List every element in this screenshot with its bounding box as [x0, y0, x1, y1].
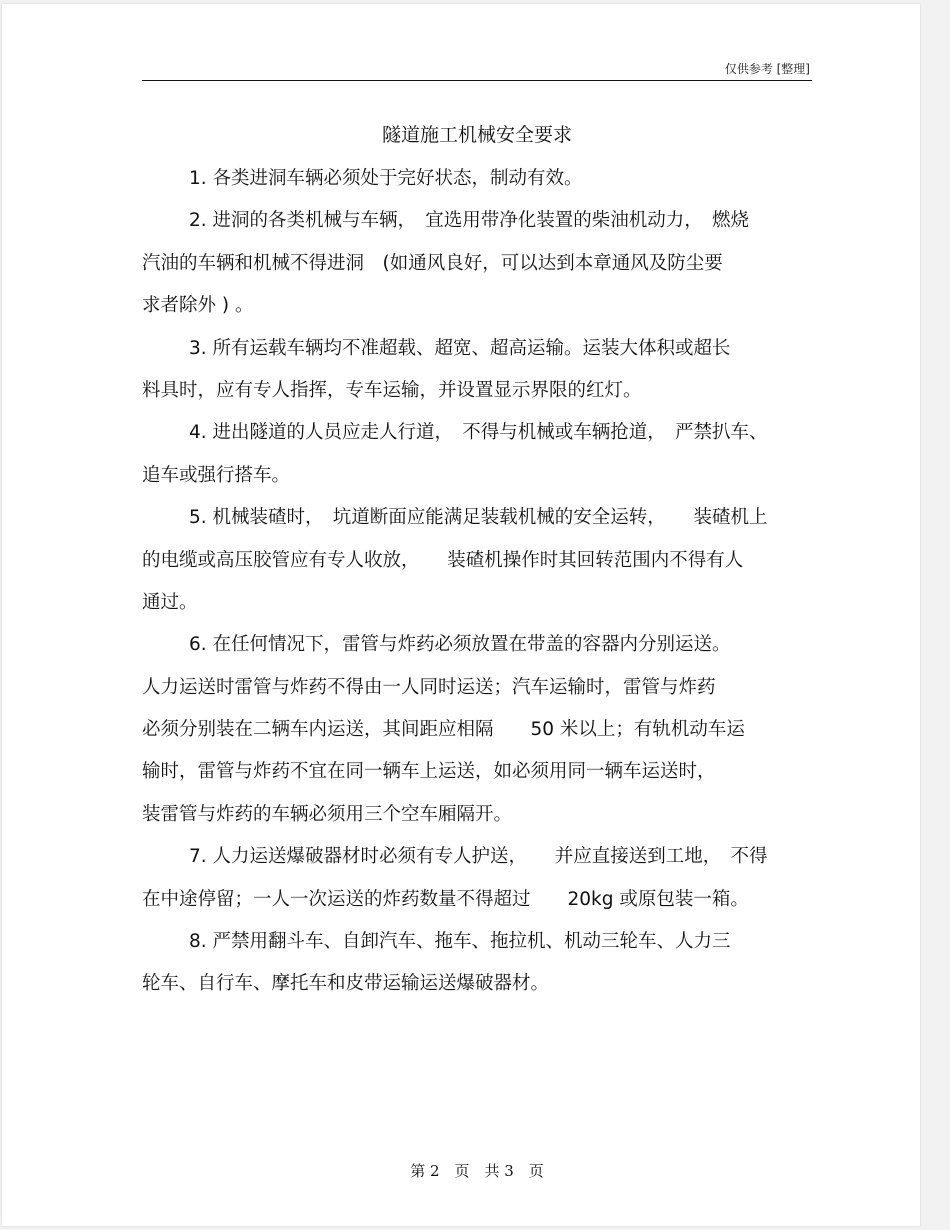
header-label: 仅供参考 [整理] [724, 62, 810, 76]
text-line: 4. 进出隧道的人员应走人行道， 不得与机械或车辆抢道， 严禁扒车、 [189, 422, 768, 444]
text-line: 8. 严禁用翻斗车、自卸汽车、拖车、拖拉机、机动三轮车、人力三 [189, 931, 731, 953]
text-line: 2. 进洞的各类机械与车辆， 宜选用带净化装置的柴油机动力， 燃烧 [189, 210, 750, 232]
text-line: 3. 所有运载车辆均不准超载、超宽、超高运输。运装大体积或超长 [189, 337, 731, 359]
page-number: 第 2 页 共 3 页 [410, 1162, 544, 1180]
text-line: 7. 人力运送爆破器材时必须有专人护送， 并应直接送到工地， 不得 [189, 846, 768, 868]
text-line: 求者除外 ) 。 [142, 295, 254, 317]
text-line: 装雷管与炸药的车辆必须用三个空车厢隔开。 [142, 803, 513, 825]
text-line: 汽油的车辆和机械不得进洞 (如通风良好，可以达到本章通风及防尘要 [142, 252, 723, 274]
text-line: 轮车、自行车、摩托车和皮带运输运送爆破器材。 [142, 973, 550, 995]
text-line: 5. 机械装碴时， 坑道断面应能满足装载机械的安全运转， 装碴机上 [189, 507, 768, 529]
page-title: 隧道施工机械安全要求 [381, 124, 572, 146]
text-line: 必须分别装在二辆车内运送，其间距应相隔 50 米以上；有轨机动车运 [142, 719, 745, 741]
header-divider [142, 80, 812, 81]
text-line: 1. 各类进洞车辆必须处于完好状态，制动有效。 [189, 168, 583, 189]
text-line: 追车或强行搭车。 [142, 464, 291, 486]
document-body [142, 158, 814, 1006]
text-line: 6. 在任何情况下，雷管与炸药必须放置在带盖的容器内分别运送。 [189, 634, 731, 656]
document-page [2, 4, 920, 1226]
text-line: 料具时，应有专人指挥，专车运输，并设置显示界限的红灯。 [142, 379, 642, 401]
text-line: 通过。 [142, 591, 198, 613]
text-line: 输时，雷管与炸药不宜在同一辆车上运送，如必须用同一辆车运送时， [142, 761, 716, 783]
text-line: 人力运送时雷管与炸药不得由一人同时运送；汽车运输时，雷管与炸药 [142, 676, 716, 698]
text-line: 在中途停留；一人一次运送的炸药数量不得超过 20kg 或原包装一箱。 [142, 888, 749, 910]
text-line: 的电缆或高压胶管应有专人收放， 装碴机操作时其回转范围内不得有人 [142, 549, 744, 571]
